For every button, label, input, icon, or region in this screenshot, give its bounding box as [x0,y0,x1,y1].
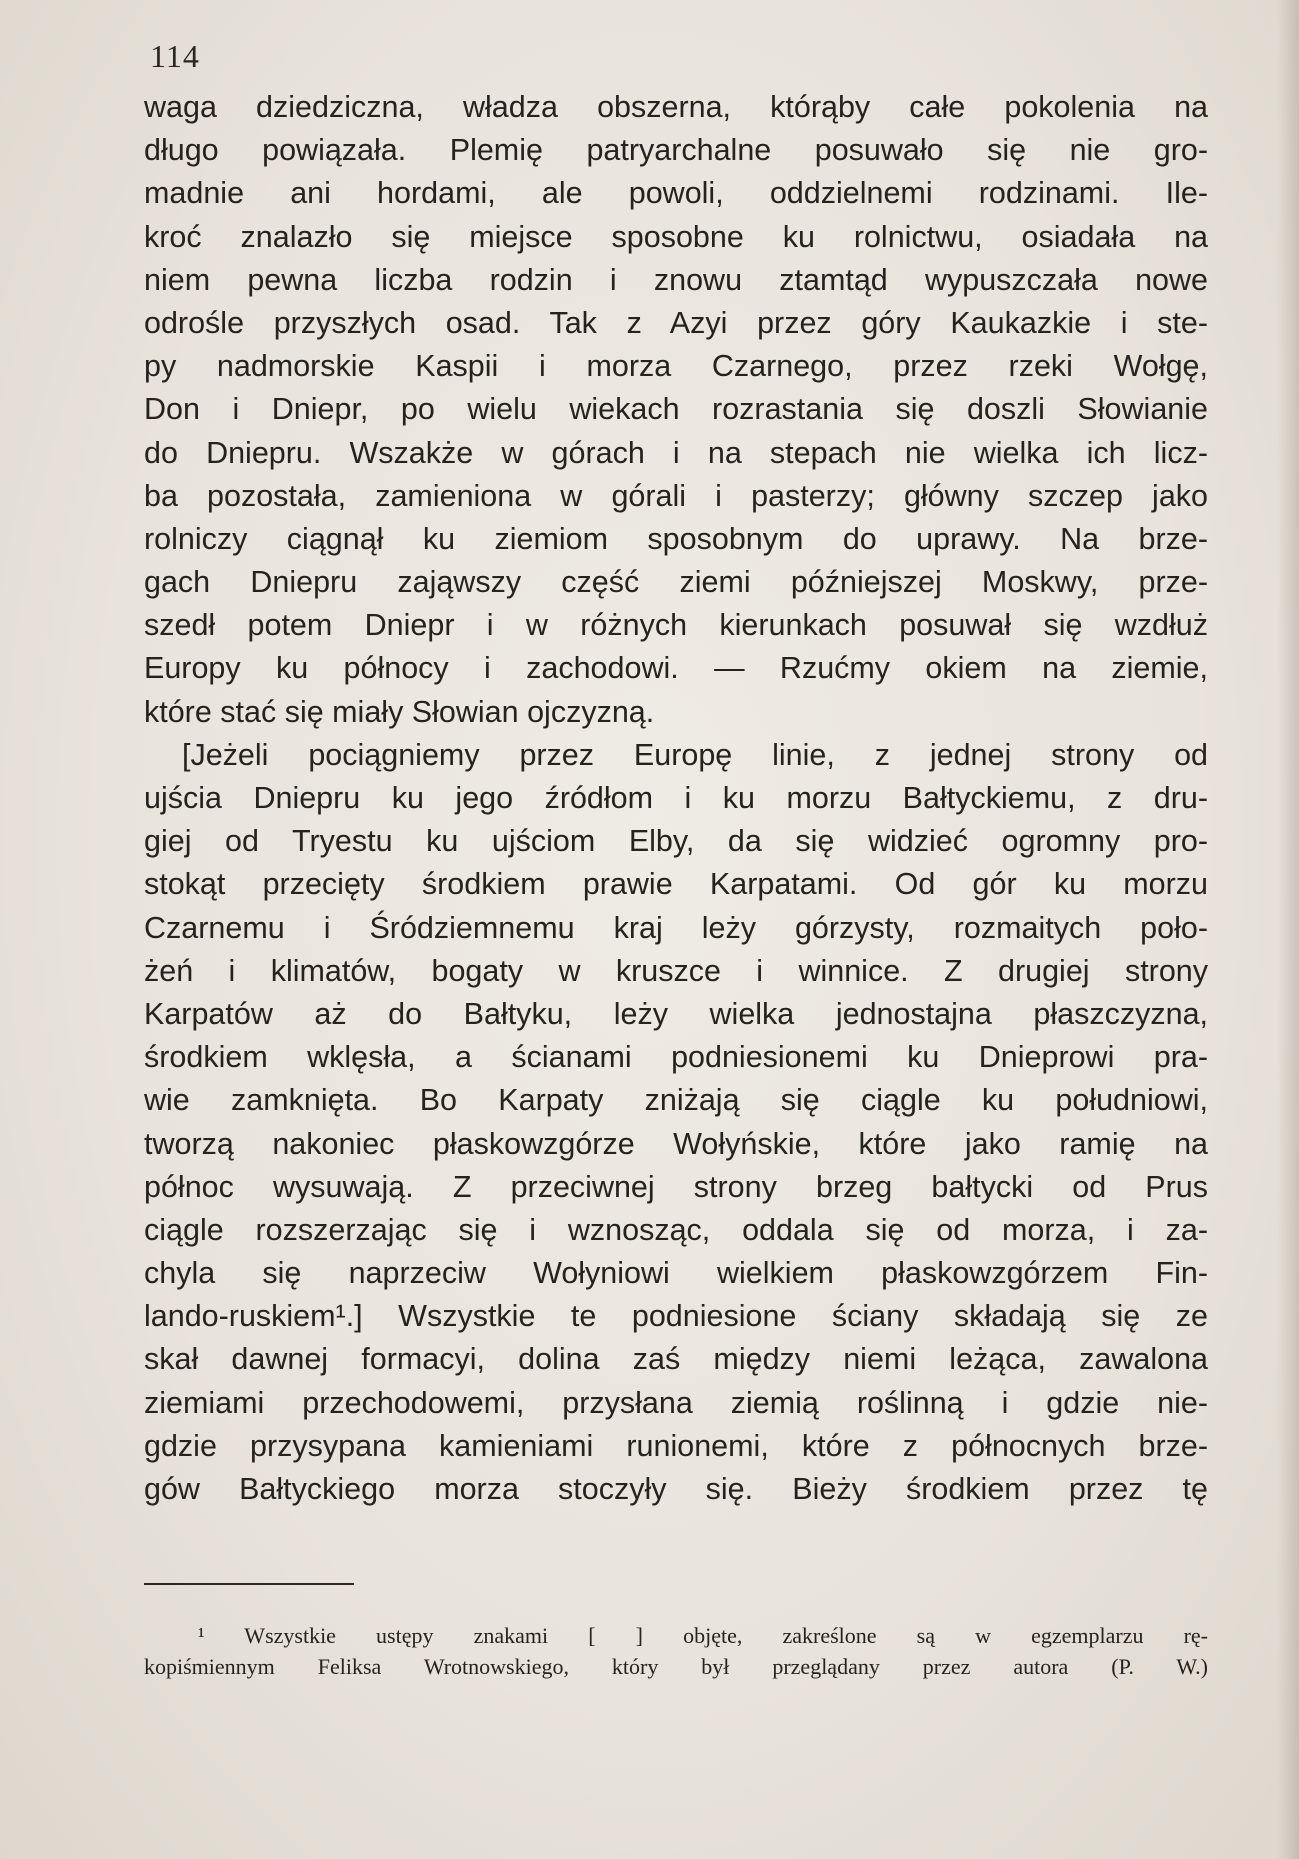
page-edge-shadow [1277,0,1299,1859]
text-line: tworzą nakoniec płaskowzgórze Wołyńskie, które jako ramię na [144,1126,1208,1161]
body-text [144,86,1208,1511]
text-line: żeń i klimatów, bogaty w kruszce i winnice. Z drugiej strony [144,953,1208,988]
text-line: ujścia Dniepru ku jego źródłom i ku morzu Bałtyckiemu, z dru- [144,781,1208,815]
text-line: ziemiami przechodowemi, przysłana ziemią roślinną i gdzie nie- [144,1385,1208,1420]
text-line: kroć znalazło się miejsce sposobne ku rolnictwu, osiadała na [144,219,1208,254]
text-line: py nadmorskie Kaspii i morza Czarnego, przez rzeki Wołgę, [144,349,1208,384]
text-line: niem pewna liczba rodzin i znowu ztamtąd wypuszczała nowe [144,262,1208,297]
text-line: Don i Dniepr, po wielu wiekach rozrastania się doszli Słowianie [144,392,1208,427]
text-line: gdzie przysypana kamieniami runionemi, które z północnych brze- [144,1428,1208,1463]
text-line: [Jeżeli pociągniemy przez Europę linie, z jednej strony od [182,737,1208,772]
text-line: Czarnemu i Śródziemnemu kraj leży górzysty, rozmaitych poło- [144,910,1208,945]
text-line: lando-ruskiem¹.] Wszystkie te podniesione ściany składają się ze [144,1299,1208,1334]
footnote-separator [144,1583,354,1585]
text-line: waga dziedziczna, władza obszerna, którąby całe pokolenia na [144,90,1208,124]
text-line: chyla się naprzeciw Wołyniowi wielkiem płaskowzgórzem Fin- [144,1256,1208,1291]
text-line: Europy ku północy i zachodowi. — Rzućmy okiem na ziemie, [144,651,1208,686]
text-line: madnie ani hordami, ale powoli, oddzielnemi rodzinami. Ile- [144,176,1208,211]
text-line: skał dawnej formacyi, dolina zaś między niemi leżąca, zawalona [144,1342,1208,1377]
text-line: wie zamknięta. Bo Karpaty zniżają się ciągle ku południowi, [144,1083,1208,1118]
text-line: do Dniepru. Wszakże w górach i na stepach nie wielka ich licz- [144,435,1208,470]
text-line: odrośle przyszłych osad. Tak z Azyi przez góry Kaukazkie i ste- [144,305,1208,340]
text-line: ciągle rozszerzając się i wznosząc, oddala się od morza, i za- [144,1212,1208,1247]
text-line: północ wysuwają. Z przeciwnej strony brzeg bałtycki od Prus [144,1169,1208,1204]
text-line: szedł potem Dniepr i w różnych kierunkach posuwał się wzdłuż [144,608,1208,643]
footnote [144,1620,1208,1682]
text-line: giej od Tryestu ku ujściom Elby, da się widzieć ogromny pro- [144,824,1208,859]
text-line: stokąt przecięty środkiem prawie Karpatami. Od gór ku morzu [144,867,1208,902]
text-line: rolniczy ciągnął ku ziemiom sposobnym do uprawy. Na brze- [144,521,1208,556]
footnote-line: ¹ Wszystkie ustępy znakami [ ] objęte, zakreślone są w egzemplarzu rę- [198,1623,1208,1648]
text-line: środkiem wklęsła, a ścianami podniesionemi ku Dnieprowi pra- [144,1040,1208,1075]
text-line: gów Bałtyckiego morza stoczyły się. Bieży środkiem przez tę [144,1472,1208,1506]
text-line: które stać się miały Słowian ojczyzną. [144,694,655,729]
text-line: długo powiązała. Plemię patryarchalne posuwało się nie gro- [144,133,1208,168]
text-line: ba pozostała, zamieniona w górali i pasterzy; główny szczep jako [144,478,1208,513]
footnote-line: kopiśmiennym Feliksa Wrotnowskiego, który był przeglądany przez autora (P. W.) [144,1654,1208,1679]
text-line: gach Dniepru zająwszy część ziemi późniejszej Moskwy, prze- [144,565,1208,600]
page-number: 114 [150,38,200,74]
text-line: Karpatów aż do Bałtyku, leży wielka jednostajna płaszczyzna, [144,996,1208,1031]
